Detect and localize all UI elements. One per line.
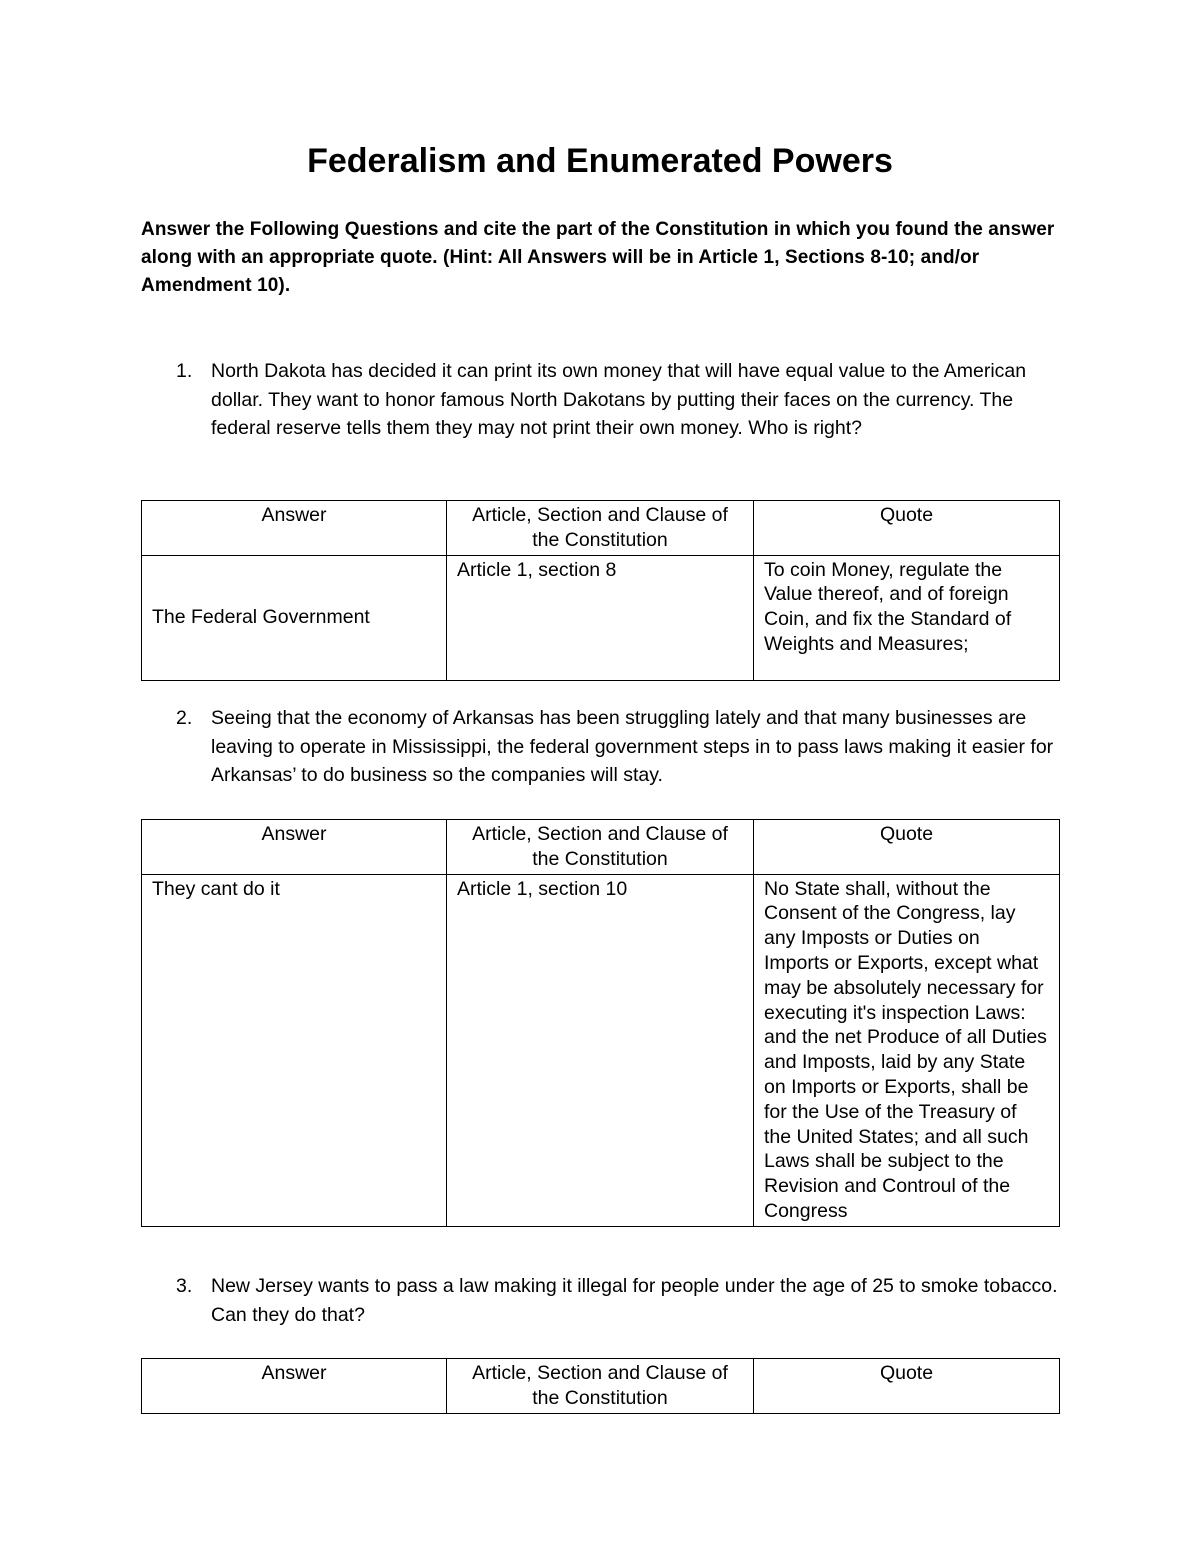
table-header-row: [142, 501, 1060, 556]
header-article: Article, Section and Clause of the Constitution: [447, 501, 754, 556]
instructions: Answer the Following Questions and cite the part of the Constitution in which you found the answer along with an appropriate quote. (Hint: All Answers will be in Article 1, Sections 8-10; and/or Amendment 10).: [141, 219, 1055, 296]
question-number: 3.: [176, 1275, 193, 1297]
document-title: Federalism and Enumerated Powers: [307, 142, 893, 180]
article-cell: Article 1, section 8: [447, 555, 754, 680]
quote-cell: To coin Money, regulate the Value thereof, and of foreign Coin, and fix the Standard of Weights and Measures;: [754, 555, 1060, 680]
header-article: Article, Section and Clause of the Constitution: [447, 1359, 754, 1414]
table-row: [142, 555, 1060, 680]
answer-table-1: [141, 500, 1060, 681]
header-answer: Answer: [142, 501, 447, 556]
header-answer: Answer: [142, 820, 447, 875]
answer-cell: The Federal Government: [142, 555, 447, 680]
table-header-row: [142, 1359, 1060, 1414]
question-text: New Jersey wants to pass a law making it illegal for people under the age of 25 to smoke tobacco. Can they do that?: [211, 1275, 1058, 1326]
header-quote: Quote: [754, 1359, 1060, 1414]
answer-table-3: [141, 1358, 1060, 1414]
question-number: 2.: [176, 707, 193, 729]
header-quote: Quote: [754, 820, 1060, 875]
question-number: 1.: [176, 360, 193, 382]
quote-cell: No State shall, without the Consent of the Congress, lay any Imposts or Duties on Imports or Exports, except what may be absolutely necessary for executing it's inspection Laws: and the net Produce of all Duties and Imposts, laid by any State on Imports or Exports, shall be for the Use of the Treasury of the United States; and all such Laws shall be subject to the Revision and Controul of the Congress: [754, 874, 1060, 1226]
question-3: [141, 1272, 1061, 1329]
header-answer: Answer: [142, 1359, 447, 1414]
question-text: North Dakota has decided it can print its own money that will have equal value to the American dollar. They want to honor famous North Dakotans by putting their faces on the currency. The federal reserve tells them they may not print their own money. Who is right?: [211, 360, 1027, 439]
header-quote: Quote: [754, 501, 1060, 556]
answer-table-2: [141, 819, 1060, 1227]
question-1: [141, 357, 1061, 443]
article-cell: Article 1, section 10: [447, 874, 754, 1226]
question-2: [141, 704, 1061, 790]
question-text: Seeing that the economy of Arkansas has been struggling lately and that many businesses are leaving to operate in Mississippi, the federal government steps in to pass laws making it easier for Arkansas’ to do business so the companies will stay.: [211, 707, 1054, 786]
table-header-row: [142, 820, 1060, 875]
table-row: [142, 874, 1060, 1226]
answer-cell: They cant do it: [142, 874, 447, 1226]
header-article: Article, Section and Clause of the Constitution: [447, 820, 754, 875]
